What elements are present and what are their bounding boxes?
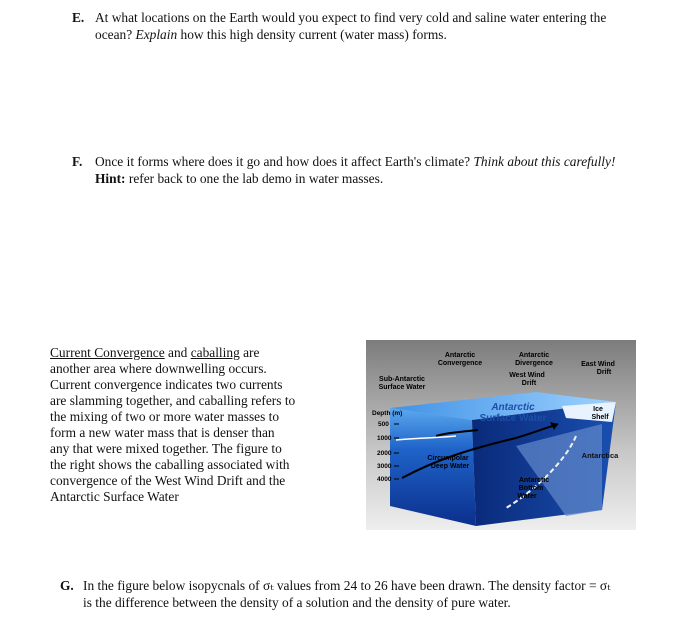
question-e-letter: E. [72, 10, 85, 25]
question-f-letter: F. [72, 154, 83, 169]
antarctic-convergence-label-1: Antarctic [444, 352, 476, 359]
paragraph-line-7: any that were mixed together. The figure to [50, 441, 282, 456]
east-wind-drift-label-2: Drift [596, 369, 612, 376]
paragraph-and: and [164, 345, 191, 360]
paragraph-line-4: are slamming together, and caballing refers to [50, 393, 296, 408]
antarctica-label: Antarctica [581, 451, 619, 460]
bottom-water-label-2: Bottom [518, 485, 544, 492]
antarctic-surface-water-label-2: Surface Water [479, 413, 547, 424]
depth-tick-3000: 3000 [377, 463, 392, 470]
circumpolar-label-2: Deep Water [430, 463, 470, 470]
depth-axis-label: Depth (m) [372, 410, 403, 417]
paragraph-line-2: another area where downwelling occurs. [50, 361, 267, 376]
question-f-line-1 [95, 153, 615, 170]
question-e-text [95, 9, 606, 43]
paragraph-line-1 [50, 345, 350, 361]
circumpolar-label-1: Circumpolar [427, 455, 469, 462]
paragraph-line-9: convergence of the West Wind Drift and the [50, 473, 286, 488]
antarctic-surface-water-label-1: Antarctic [491, 402, 535, 413]
question-f-hint: Hint: [95, 171, 126, 186]
paragraph-line-3: Current convergence indicates two currents [50, 377, 283, 392]
paragraph-line-5: the mixing of two or more water masses to [50, 409, 280, 424]
question-g-letter: G. [60, 578, 74, 593]
question-f-think: Think about this carefully! [473, 154, 616, 169]
antarctic-divergence-label-1: Antarctic [518, 352, 550, 359]
sub-antarctic-label-2: Surface Water [378, 384, 426, 391]
sub-antarctic-label-1: Sub-Antarctic [379, 376, 425, 383]
depth-tick-1000: 1000 [377, 435, 392, 442]
ice-shelf-label-2: Shelf [591, 414, 609, 421]
depth-tick-500: 500 [378, 421, 389, 428]
question-e-line-2 [95, 26, 606, 43]
ice-shelf-label-1: Ice [593, 406, 603, 413]
bottom-water-label-1: Antarctic [518, 477, 550, 484]
convergence-paragraph [50, 345, 350, 505]
antarctic-water-mass-figure [366, 340, 636, 530]
question-f-line-1-start: Once it forms where does it go and how does it affect Earth's climate? [95, 154, 474, 169]
paragraph-line-10: Antarctic Surface Water [50, 489, 179, 504]
depth-tick-4000: 4000 [377, 476, 392, 483]
bottom-water-label-3: Water [517, 493, 537, 500]
east-wind-drift-label-1: East Wind [581, 361, 615, 368]
question-g-line-2: is the difference between the density of a solution and the density of pure water. [83, 595, 511, 610]
west-wind-drift-label-2: Drift [521, 380, 537, 387]
question-f-line-2 [95, 170, 615, 187]
depth-tick-2000: 2000 [377, 450, 392, 457]
question-g-line-1: In the figure below isopycnals of σₜ values from 24 to 26 have been drawn. The density factor = σₜ [83, 578, 611, 593]
paragraph-line-6: form a new water mass that is denser than [50, 425, 275, 440]
figure-svg [366, 340, 636, 530]
question-e-line-2-start: ocean? [95, 27, 136, 42]
question-f-line-2-end: refer back to one the lab demo in water masses. [125, 171, 384, 186]
antarctic-divergence-label-2: Divergence [515, 360, 553, 367]
term-caballing: caballing [190, 345, 240, 360]
paragraph-line-1-end: are [239, 345, 260, 360]
question-e-explain: Explain [135, 27, 178, 42]
term-current-convergence: Current Convergence [50, 345, 165, 360]
question-e-line-2-end: how this high density current (water mass) forms. [177, 27, 447, 42]
question-g-text [83, 577, 610, 611]
west-wind-drift-label-1: West Wind [509, 372, 545, 379]
paragraph-line-8: the right shows the caballing associated with [50, 457, 290, 472]
question-e-line-1: At what locations on the Earth would you expect to find very cold and saline water entering the [95, 10, 607, 25]
antarctic-convergence-label-2: Convergence [437, 360, 483, 367]
question-f-text [95, 153, 615, 187]
